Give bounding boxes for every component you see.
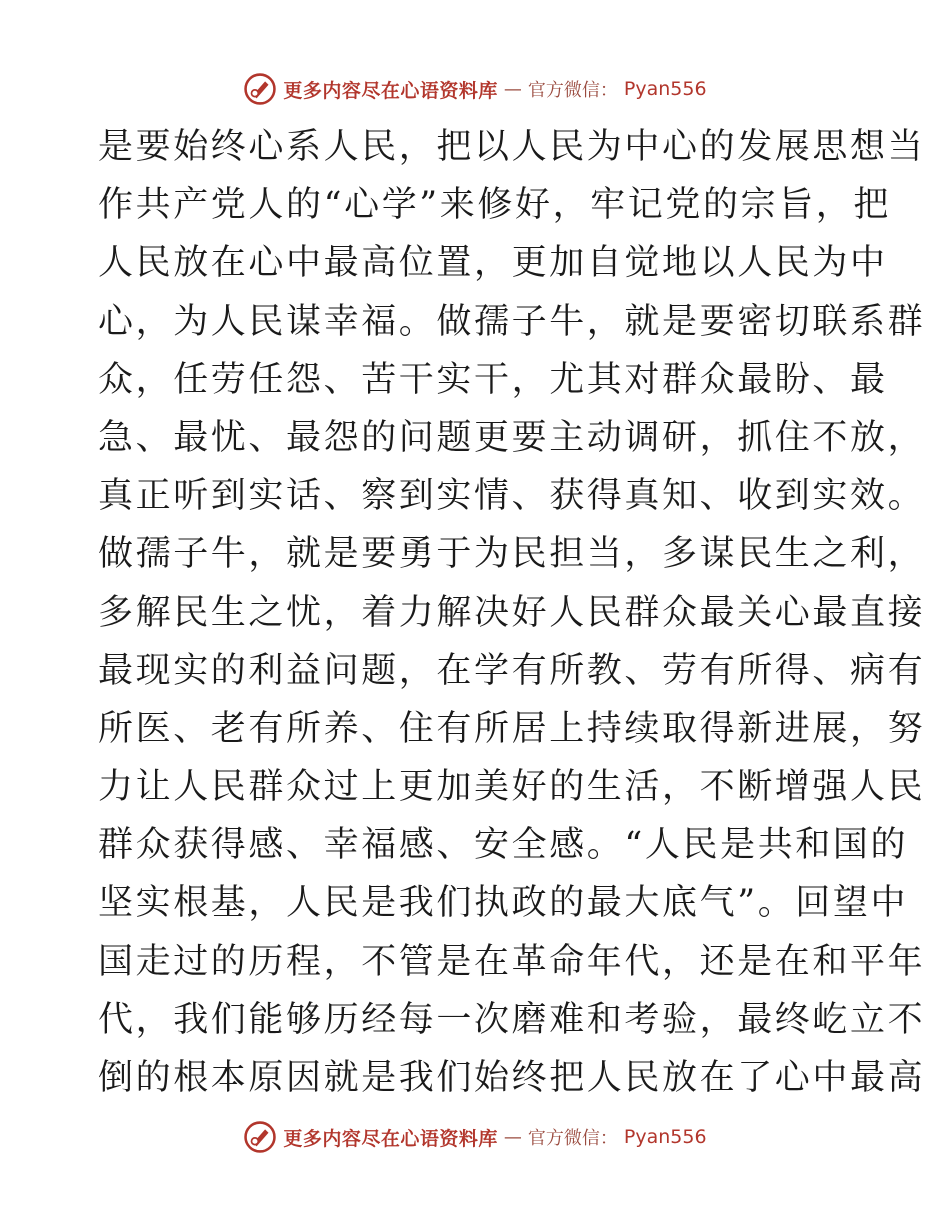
body-line: 是要始终心系人民，把以人民为中心的发展思想当 — [98, 127, 926, 167]
heart-pen-logo-icon — [243, 72, 277, 106]
watermark-site-text: 更多内容尽在心语资料库 — [283, 79, 498, 102]
body-line: 做孺子牛，就是要勇于为民担当，多谋民生之利， — [98, 534, 926, 575]
watermark-wechat-id: Pyan556 — [623, 78, 707, 100]
watermark-wechat-label: 官方微信： — [527, 1128, 618, 1149]
body-line: 作共产党人的“心学”来修好，牢记党的宗旨，把 — [98, 185, 891, 226]
body-line: 真正听到实话、察到实情、获得真知、收到实效。 — [98, 476, 926, 517]
body-line: 国走过的历程，不管是在革命年代，还是在和平年 — [98, 941, 926, 982]
body-line: 人民放在心中最高位置，更加自觉地以人民为中 — [98, 243, 888, 284]
footer-watermark — [0, 1120, 950, 1154]
body-line: 坚实根基，人民是我们执政的最大底气”。回望中 — [98, 883, 909, 924]
watermark-wechat-label: 官方微信： — [527, 80, 618, 101]
watermark-wechat-id: Pyan556 — [623, 1126, 707, 1148]
body-line: 急、最忧、最怨的问题更要主动调研，抓住不放， — [98, 417, 926, 458]
body-line: 多解民生之忧，着力解决好人民群众最关心最直接 — [98, 592, 926, 633]
header-watermark — [0, 72, 950, 106]
body-line: 众，任劳任怨、苦干实干，尤其对群众最盼、最 — [98, 359, 888, 400]
watermark-site-text: 更多内容尽在心语资料库 — [283, 1127, 498, 1150]
body-line: 力让人民群众过上更加美好的生活，不断增强人民 — [98, 767, 926, 808]
watermark-dash: — — [503, 1126, 522, 1148]
body-line: 倒的根本原因就是我们始终把人民放在了心中最高 — [98, 1058, 926, 1098]
watermark-dash: — — [503, 78, 522, 100]
body-line: 最现实的利益问题，在学有所教、劳有所得、病有 — [98, 650, 926, 691]
heart-pen-logo-icon — [243, 1120, 277, 1154]
body-line: 代，我们能够历经每一次磨难和考验，最终屹立不 — [98, 999, 926, 1040]
document-body — [98, 118, 926, 1107]
body-line: 心，为人民谋幸福。做孺子牛，就是要密切联系群 — [98, 301, 926, 342]
body-line: 所医、老有所养、住有所居上持续取得新进展，努 — [98, 708, 926, 749]
body-line: 群众获得感、幸福感、安全感。“人民是共和国的 — [98, 825, 909, 866]
